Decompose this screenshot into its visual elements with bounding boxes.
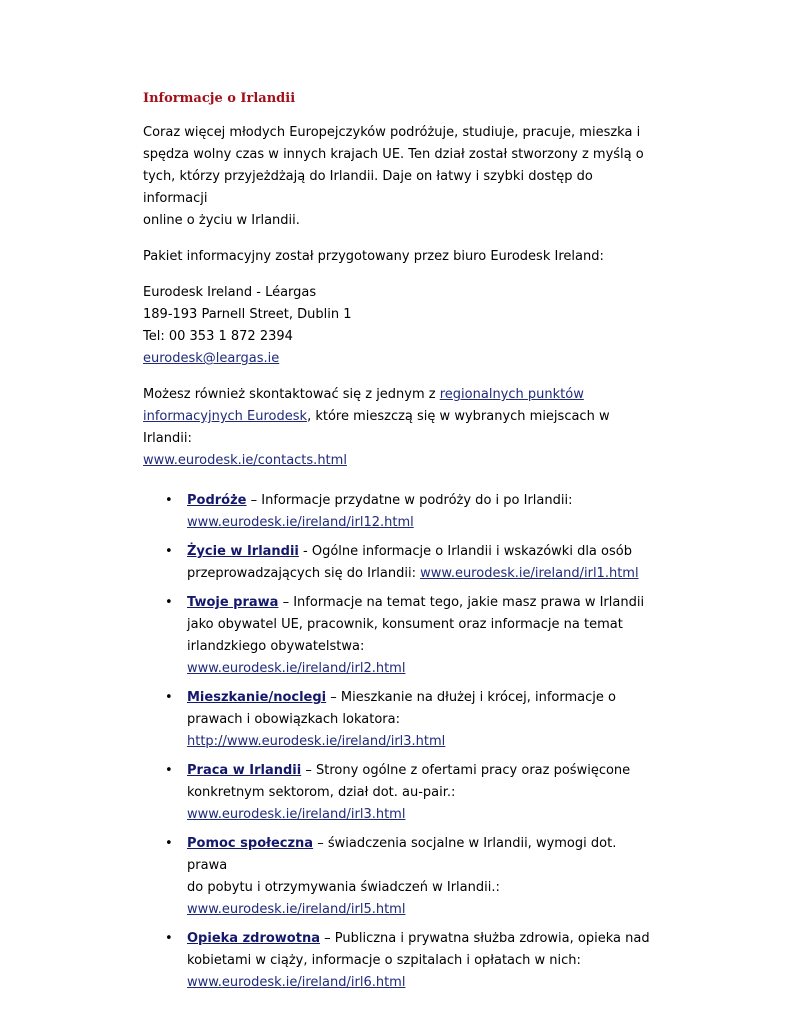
topic-description: irlandzkiego obywatelstwa: — [187, 639, 365, 654]
topic-list — [143, 490, 653, 994]
address-tel: Tel: 00 353 1 872 2394 — [143, 329, 293, 344]
topic-link[interactable]: Podróże — [187, 493, 247, 508]
bullet-icon: • — [165, 836, 173, 851]
intro-paragraph — [143, 122, 653, 232]
topic-description: prawach i obowiązkach lokatora: — [187, 712, 400, 727]
topic-link[interactable]: Mieszkanie/noclegi — [187, 690, 327, 705]
topic-description: – Informacje na temat tego, jakie masz prawa w Irlandii — [278, 595, 645, 610]
list-item — [165, 833, 653, 921]
topic-url-link[interactable]: www.eurodesk.ie/ireland/irl2.html — [187, 661, 406, 676]
topic-description: konkretnym sektorom, dział dot. au-pair.: — [187, 785, 456, 800]
topic-description: – świadczenia socjalne w Irlandii, wymogi dot. prawa — [187, 836, 617, 873]
address-org: Eurodesk Ireland - Léargas — [143, 285, 317, 300]
topic-url-link[interactable]: www.eurodesk.ie/ireland/irl1.html — [420, 566, 639, 581]
regional-points-link-line1: regionalnych punktów — [439, 387, 584, 402]
list-item — [165, 928, 653, 994]
list-item — [165, 760, 653, 826]
contact-text-after: , które mieszczą się w wybranych miejscach w Irlandii: — [143, 409, 610, 446]
page-title: Informacje o Irlandii — [143, 91, 296, 106]
regional-points-link-line2: informacyjnych Eurodesk — [143, 409, 308, 424]
topic-url-link[interactable]: www.eurodesk.ie/ireland/irl3.html — [187, 807, 406, 822]
topic-url-link[interactable]: http://www.eurodesk.ie/ireland/irl3.html — [187, 734, 446, 749]
document-page — [143, 88, 653, 1001]
bullet-icon: • — [165, 493, 173, 508]
intro-line: online o życiu w Irlandii. — [143, 213, 300, 228]
bullet-icon: • — [165, 690, 173, 705]
topic-description: – Mieszkanie na dłużej i krócej, informacje o — [326, 690, 616, 705]
bullet-icon: • — [165, 763, 173, 778]
bullet-icon: • — [165, 595, 173, 610]
topic-description: do pobytu i otrzymywania świadczeń w Irlandii.: — [187, 880, 500, 895]
topic-description: – Publiczna i prywatna służba zdrowia, opieka nad — [319, 931, 650, 946]
list-item — [165, 687, 653, 753]
topic-description: – Informacje przydatne w podróży do i po Irlandii: — [246, 493, 573, 508]
contact-text-before: Możesz również skontaktować się z jednym z — [143, 387, 440, 402]
contacts-url-link[interactable]: www.eurodesk.ie/contacts.html — [143, 453, 347, 468]
topic-description: – Strony ogólne z ofertami pracy oraz poświęcone — [301, 763, 631, 778]
bullet-icon: • — [165, 931, 173, 946]
topic-link[interactable]: Praca w Irlandii — [187, 763, 302, 778]
topic-link[interactable]: Opieka zdrowotna — [187, 931, 320, 946]
bullet-icon: • — [165, 544, 173, 559]
address-street: 189-193 Parnell Street, Dublin 1 — [143, 307, 352, 322]
prepared-by-paragraph: Pakiet informacyjny został przygotowany przez biuro Eurodesk Ireland: — [143, 249, 604, 264]
topic-url-link[interactable]: www.eurodesk.ie/ireland/irl6.html — [187, 975, 406, 990]
topic-description: przeprowadzających się do Irlandii: — [187, 566, 421, 581]
intro-line: spędza wolny czas w innych krajach UE. Ten dział został stworzony z myślą o — [143, 147, 644, 162]
topic-link[interactable]: Życie w Irlandii — [187, 544, 299, 559]
intro-line: tych, którzy przyjeżdżają do Irlandii. Daje on łatwy i szybki dostęp do informacji — [143, 169, 593, 206]
email-link[interactable]: eurodesk@leargas.ie — [143, 351, 280, 366]
address-block — [143, 282, 653, 370]
topic-link[interactable]: Pomoc społeczna — [187, 836, 314, 851]
topic-description: jako obywatel UE, pracownik, konsument oraz informacje na temat — [187, 617, 623, 632]
contact-paragraph — [143, 384, 653, 472]
list-item — [165, 490, 653, 534]
intro-line: Coraz więcej młodych Europejczyków podróżuje, studiuje, pracuje, mieszka i — [143, 125, 641, 140]
list-item — [165, 592, 653, 680]
list-item — [165, 541, 653, 585]
topic-link[interactable]: Twoje prawa — [187, 595, 279, 610]
topic-url-link[interactable]: www.eurodesk.ie/ireland/irl5.html — [187, 902, 406, 917]
topic-description: - Ogólne informacje o Irlandii i wskazówki dla osób — [298, 544, 632, 559]
topic-url-link[interactable]: www.eurodesk.ie/ireland/irl12.html — [187, 515, 414, 530]
topic-description: kobietami w ciąży, informacje o szpitalach i opłatach w nich: — [187, 953, 581, 968]
